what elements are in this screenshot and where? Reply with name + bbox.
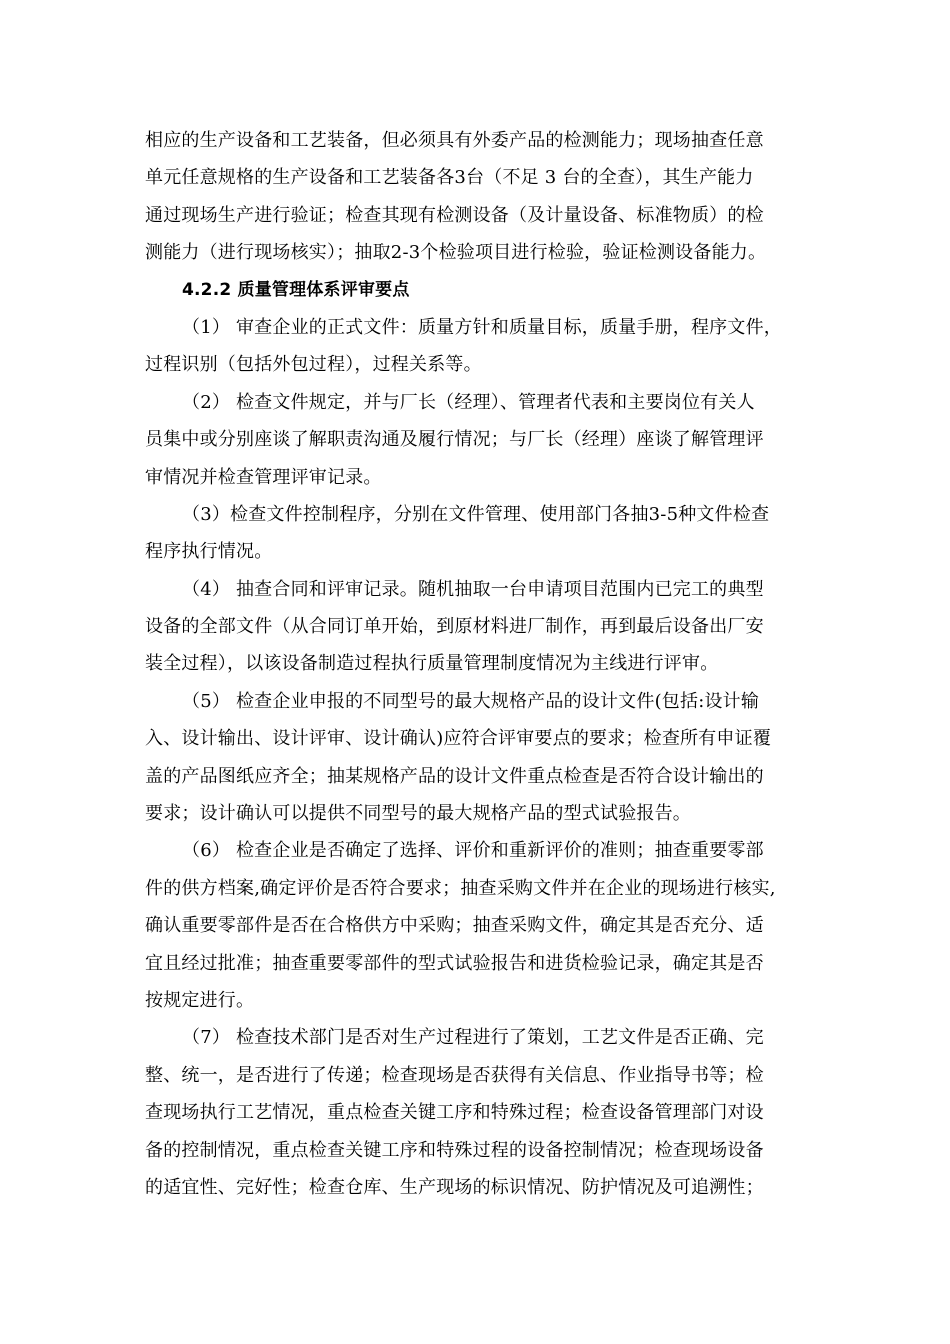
text-line: 按规定进行。 (145, 989, 255, 1011)
text-line: 单元任意规格的生产设备和工艺装备各3台（不足 3 台的全查），其生产能力 (145, 167, 754, 189)
text-line: （6） 检查企业是否确定了选择、评价和重新评价的准则；抽查重要零部 (182, 840, 764, 862)
document-body (145, 122, 810, 1206)
text-line: 审情况并检查管理评审记录。 (145, 466, 382, 488)
text-line: 相应的生产设备和工艺装备，但必须具有外委产品的检测能力；现场抽查任意 (145, 130, 764, 151)
section-heading: 4.2.2 质量管理体系评审要点 (182, 279, 410, 300)
text-line: 程序执行情况。 (145, 541, 273, 563)
text-line: 的适宜性、完好性；检查仓库、生产现场的标识情况、防护情况及可追溯性； (145, 1176, 764, 1198)
text-line: 确认重要零部件是否在合格供方中采购；抽查采购文件，确定其是否充分、适 (145, 915, 764, 937)
text-line: 设备的全部文件（从合同订单开始，到原材料进厂制作，再到最后设备出厂安 (145, 616, 764, 638)
text-line: 过程识别（包括外包过程），过程关系等。 (145, 354, 482, 376)
text-line: 员集中或分别座谈了解职责沟通及履行情况；与厂长（经理）座谈了解管理评 (145, 429, 764, 451)
text-line: （4） 抽查合同和评审记录。随机抽取一台申请项目范围内已完工的典型 (182, 578, 764, 600)
text-line: （3）检查文件控制程序，分别在文件管理、使用部门各抽3-5种文件检查 (182, 503, 770, 525)
text-line: 要求；设计确认可以提供不同型号的最大规格产品的型式试验报告。 (145, 803, 691, 825)
text-line: 盖的产品图纸应齐全；抽某规格产品的设计文件重点检查是否符合设计输出的 (145, 765, 764, 787)
text-line: 备的控制情况，重点检查关键工序和特殊过程的设备控制情况；检查现场设备 (145, 1139, 764, 1161)
text-line: （7） 检查技术部门是否对生产过程进行了策划，工艺文件是否正确、完 (182, 1027, 764, 1049)
text-line: 查现场执行工艺情况，重点检查关键工序和特殊过程；检查设备管理部门对设 (145, 1102, 764, 1124)
text-line: 件的供方档案,确定评价是否符合要求；抽查采购文件并在企业的现场进行核实, (145, 877, 776, 899)
text-line: 整、统一，是否进行了传递；检查现场是否获得有关信息、作业指导书等；检 (145, 1064, 764, 1086)
text-line: 测能力（进行现场核实）；抽取2-3个检验项目进行检验，验证检测设备能力。 (145, 242, 767, 264)
text-line: （5） 检查企业申报的不同型号的最大规格产品的设计文件(包括:设计输 (182, 690, 760, 712)
text-line: 宜且经过批准；抽查重要零部件的型式试验报告和进货检验记录，确定其是否 (145, 952, 764, 974)
text-line: 入、设计输出、设计评审、设计确认)应符合评审要点的要求；检查所有申证覆 (145, 728, 772, 750)
text-line: （1） 审查企业的正式文件：质量方针和质量目标，质量手册，程序文件， (182, 316, 782, 338)
text-line: （2） 检查文件规定，并与厂长（经理）、管理者代表和主要岗位有关人 (182, 391, 755, 413)
text-line: 通过现场生产进行验证；检查其现有检测设备（及计量设备、标准物质）的检 (145, 204, 764, 226)
text-line: 装全过程），以该设备制造过程执行质量管理制度情况为主线进行评审。 (145, 653, 719, 675)
